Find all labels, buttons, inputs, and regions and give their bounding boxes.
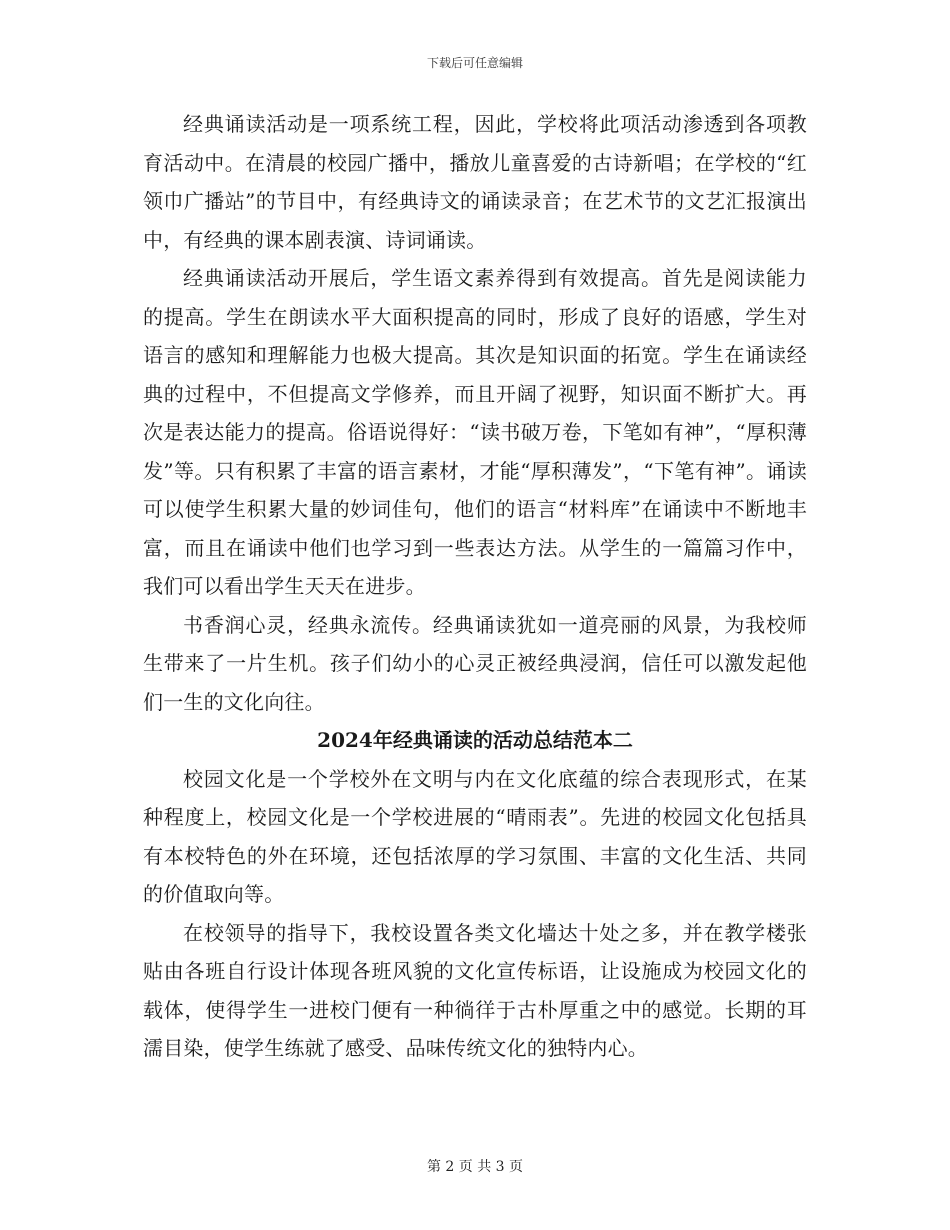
page-header: 下载后可任意编辑 [426,56,523,70]
paragraph-3: 书香润心灵，经典永流传。经典诵读犹如一道亮丽的风景，为我校师生带来了一片生机。孩子们幼小的心灵正被经典浸润，信任可以激发起他们一生的文化向往。 [143,612,807,714]
document-body [143,105,807,1068]
section-title: 2024年经典诵读的活动总结范本二 [317,728,633,752]
paragraph-2: 经典诵读活动开展后，学生语文素养得到有效提高。首先是阅读能力的提高。学生在朗读水平大面积提高的同时，形成了良好的语感，学生对语言的感知和理解能力也极大提高。其次是知识面的拓宽。学生在诵读经典的过程中，不但提高文学修养，而且开阔了视野，知识面不断扩大。再次是表达能力的提高。俗语说得好：“读书破万卷，下笔如有神”，“厚积薄发”等。只有积累了丰富的语言素材，才能“厚积薄发”，“下笔有神”。诵读可以使学生积累大量的妙词佳句，他们的语言“材料库”在诵读中不断地丰富，而且在诵读中他们也学习到一些表达方法。从学生的一篇篇习作中，我们可以看出学生天天在进步。 [143,266,807,598]
paragraph-1: 经典诵读活动是一项系统工程，因此，学校将此项活动渗透到各项教育活动中。在清晨的校园广播中，播放儿童喜爱的古诗新唱；在学校的“红领巾广播站”的节目中，有经典诗文的诵读录音；在艺术节的文艺汇报演出中，有经典的课本剧表演、诗词诵读。 [143,112,807,252]
paragraph-4: 校园文化是一个学校外在文明与内在文化底蕴的综合表现形式，在某种程度上，校园文化是一个学校进展的“晴雨表”。先进的校园文化包括具有本校特色的外在环境，还包括浓厚的学习氛围、丰富的文化生活、共同的价值取向等。 [143,766,807,906]
paragraph-5: 在校领导的指导下，我校设置各类文化墙达十处之多，并在教学楼张贴由各班自行设计体现各班风貌的文化宣传标语，让设施成为校园文化的载体，使得学生一进校门便有一种徜徉于古朴厚重之中的感觉。长期的耳濡目染，使学生练就了感受、品味传统文化的独特内心。 [143,920,807,1060]
page-footer: 第 2 页 共 3 页 [426,1159,524,1175]
